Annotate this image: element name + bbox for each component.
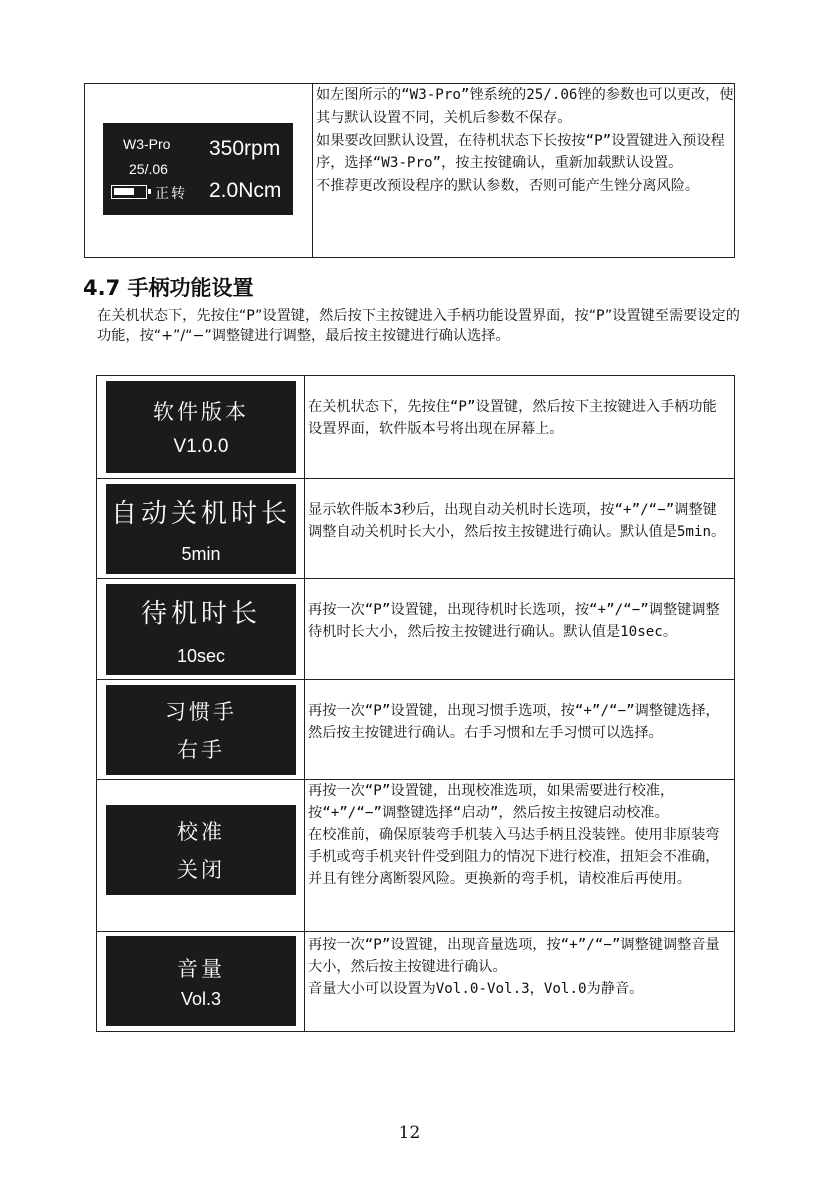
screen-title: 习惯手 [165, 700, 237, 724]
screen-title: 音量 [177, 956, 225, 981]
section-intro: 在关机状态下，先按住“P”设置键，然后按下主按键进入手柄功能设置界面，按“P”设置键至需要设定的功能，按“+”/“−”调整键进行调整，最后按主按键进行确认选择。 [97, 308, 740, 344]
screen-title: 校准 [177, 820, 225, 844]
table-row [97, 478, 734, 578]
direction-label: 正转 [155, 186, 187, 202]
section-title: 4.7 手柄功能设置 [83, 276, 254, 300]
screen-value: 10sec [176, 645, 226, 666]
preset-description: 如左图所示的“W3-Pro”锉系统的25/.06锉的参数也可以更改，使其与默认设置不同，关机后参数不保存。 如果要改回默认设置，在待机状态下长按按“P”设置键进入预设程序，选择“W3-Pro”，按主按键确认，重新加载默认设置。 不推荐更改预设程序的默认参数，否则可能产生锉分离风险。 [316, 87, 734, 195]
screen-title: 软件版本 [153, 400, 249, 424]
battery-icon [111, 185, 147, 199]
screen-title: 自动关机时长 [110, 499, 291, 529]
screen-value: Vol.3 [180, 988, 222, 1009]
screen-standby [106, 584, 296, 675]
page-number: 12 [398, 1123, 421, 1143]
row-description: 在关机状态下，先按住“P”设置键，然后按下主按键进入手柄功能设置界面，软件版本号将出现在屏幕上。 [308, 399, 717, 437]
device-screen-preview [103, 123, 293, 215]
speed-readout: 350rpm [209, 137, 281, 160]
screen-software-version [106, 381, 296, 473]
model-label: W3-Pro [123, 136, 171, 152]
table-row [97, 931, 734, 1031]
row-description: 再按一次“P”设置键，出现校准选项，如果需要进行校准，按“+”/“−”调整键选择“启动”，然后按主按键启动校准。 在校准前，确保原装弯手机装入马达手柄且没装锉。使用非原装弯手机或弯手机夹针件受到阻力的情况下进行校准，扭矩会不准确，并且有锉分离断裂风险。更换新的弯手机，请校准后再使用。 [308, 783, 720, 887]
table-row [97, 779, 734, 931]
table-row [97, 376, 734, 478]
screen-value: V1.0.0 [173, 436, 229, 457]
taper-label: 25/.06 [129, 161, 168, 177]
row-description: 再按一次“P”设置键，出现音量选项，按“+”/“−”调整键调整音量大小，然后按主按键进行确认。 音量大小可以设置为Vol.0-Vol.3，Vol.0为静音。 [308, 937, 720, 997]
screen-calibration [106, 805, 296, 895]
row-description: 显示软件版本3秒后，出现自动关机时长选项，按“+”/“−”调整键调整自动关机时长大小，然后按主按键进行确认。默认值是5min。 [308, 502, 726, 540]
screen-value: 5min [181, 544, 221, 564]
row-description: 再按一次“P”设置键，出现习惯手选项，按“+”/“−”调整键选择，然后按主按键进行确认。右手习惯和左手习惯可以选择。 [308, 703, 720, 741]
table-row [97, 578, 734, 679]
table-row [97, 679, 734, 779]
row-description: 再按一次“P”设置键，出现待机时长选项，按“+”/“−”调整键调整待机时长大小，然后按主按键进行确认。默认值是10sec。 [308, 602, 720, 640]
screen-auto-off [106, 484, 296, 574]
preset-info-table [84, 83, 735, 258]
screen-title: 待机时长 [140, 598, 261, 629]
torque-readout: 2.0Ncm [209, 179, 282, 202]
handpiece-settings-table [96, 375, 735, 1032]
screen-value: 关闭 [177, 858, 225, 882]
screen-volume [106, 936, 296, 1026]
screen-value: 右手 [177, 738, 225, 762]
screen-handedness [106, 685, 296, 775]
